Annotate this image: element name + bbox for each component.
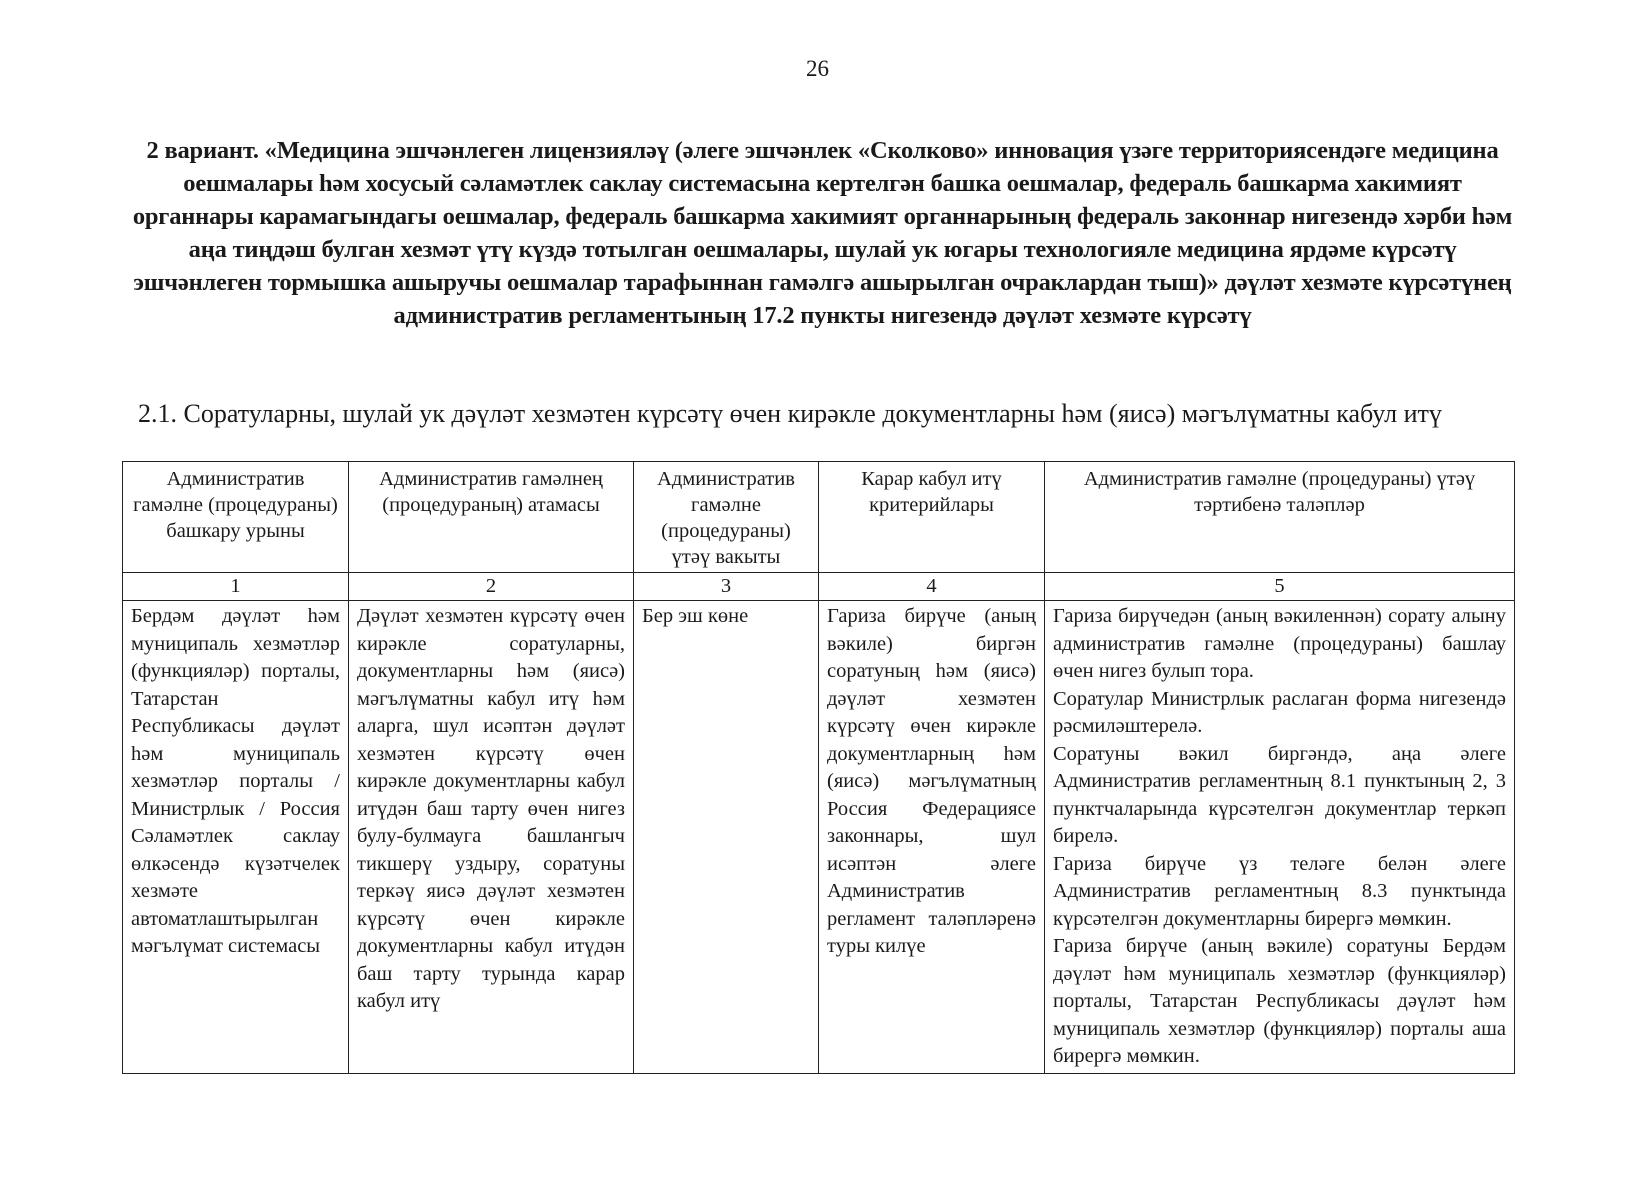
header-criteria: Карар кабул итү критерийлары — [819, 462, 1045, 573]
section-heading: 2.1. Соратуларны, шулай ук дәүләт хезмәтен күрсәтү өчен кирәкле документларны һәм (яисә) мәгълүматны кабул итү — [138, 399, 1442, 428]
document-title: 2 вариант. «Медицина эшчәнлеген лицензияләү (әлеге эшчәнлек «Сколково» инновация үзәге территориясендәге медицина оешмалары һәм хосусый сәламәтлек саклау системасына кертелгән башка оешмалар, федераль башкарма хакимият органнары карамагындагы оешмалар, федераль башкарма хакимият органнарының федераль законнар нигезендә хәрби һәм аңа тиңдәш булган хезмәт үтү күздә тотылган оешмалары, шулай ук югары технологияле медицина ярдәме күрсәтү эшчәнлеген тормышка ашыручы оешмалар тарафыннан гамәлгә ашырылган очраклардан тыш)» дәүләт хезмәте күрсәтүнең административ регламентының 17.2 пункты нигезендә дәүләт хезмәте күрсәтү — [132, 137, 1513, 329]
requirement-paragraph: Гариза бирүче үз теләге белән әлеге Административ регламентның 8.3 пунктында күрсәтелгән документларны бирергә мөмкин. — [1053, 852, 1506, 930]
cell-requirements — [1045, 601, 1515, 1074]
column-number: 2 — [349, 573, 634, 601]
header-place: Административ гамәлне (процедураны) башкару урыны — [123, 462, 349, 573]
cell-place: Бердәм дәүләт һәм муниципаль хезмәтләр (функцияләр) порталы, Татарстан Республикасы дәүләт һәм муниципаль хезмәтләр порталы / Министрлык / Россия Сәламәтлек саклау өлкәсендә күзәтчелек хезмәте автоматлаштырылган мәгълүмат системасы — [123, 601, 349, 1074]
column-number-row — [123, 573, 1515, 601]
requirement-paragraph: Гариза бирүчедән (аның вәкиленнән) сорату алыну административ гамәлне (процедураны) башлау өчен нигез булып тора. — [1053, 605, 1506, 682]
column-number: 1 — [123, 573, 349, 601]
column-number: 5 — [1045, 573, 1515, 601]
page-number: 26 — [806, 56, 829, 81]
requirement-paragraph: Соратулар Министрлык раслаган форма нигезендә рәсмиләштерелә. — [1053, 687, 1506, 737]
header-name: Административ гамәлнең (процедураның) атамасы — [349, 462, 634, 573]
cell-criteria: Гариза бирүче (аның вәкиле) биргән соратуның һәм (яисә) дәүләт хезмәтен күрсәтү өчен кирәкле документларның һәм (яисә) мәгълүматның Россия Федерациясе законнары, шул исәптән әлеге Административ регламент таләпләренә туры килүе — [819, 601, 1045, 1074]
procedure-table — [122, 461, 1515, 1074]
table-row — [123, 601, 1515, 1074]
column-number: 4 — [819, 573, 1045, 601]
table-header-row — [123, 462, 1515, 573]
requirement-paragraph: Гариза бирүче (аның вәкиле) соратуны Бердәм дәүләт һәм муниципаль хезмәтләр (функцияләр) порталы, Татарстан Республикасы дәүләт һәм муниципаль хезмәтләр (функцияләр) порталы аша бирергә мөмкин. — [1053, 935, 1506, 1067]
column-number: 3 — [634, 573, 819, 601]
cell-name: Дәүләт хезмәтен күрсәтү өчен кирәкле соратуларны, документларны һәм (яисә) мәгълүматны кабул итү һәм аларга, шул исәптән дәүләт хезмәтен күрсәтү өчен кирәкле документларны кабул итүдән баш тарту өчен нигез булу-булмауга башлангыч тикшерү уздыру, соратуны теркәү яисә дәүләт хезмәтен күрсәтү өчен кирәкле документларны кабул итүдән баш тарту турында карар кабул итү — [349, 601, 634, 1074]
header-requirements: Административ гамәлне (процедураны) үтәү тәртибенә таләпләр — [1045, 462, 1515, 573]
cell-time: Бер эш көне — [634, 601, 819, 1074]
header-time: Административ гамәлне (процедураны) үтәү вакыты — [634, 462, 819, 573]
requirement-paragraph: Соратуны вәкил биргәндә, аңа әлеге Административ регламентның 8.1 пунктының 2, 3 пунктчаларында күрсәтелгән документлар теркәп бирелә. — [1053, 742, 1506, 847]
